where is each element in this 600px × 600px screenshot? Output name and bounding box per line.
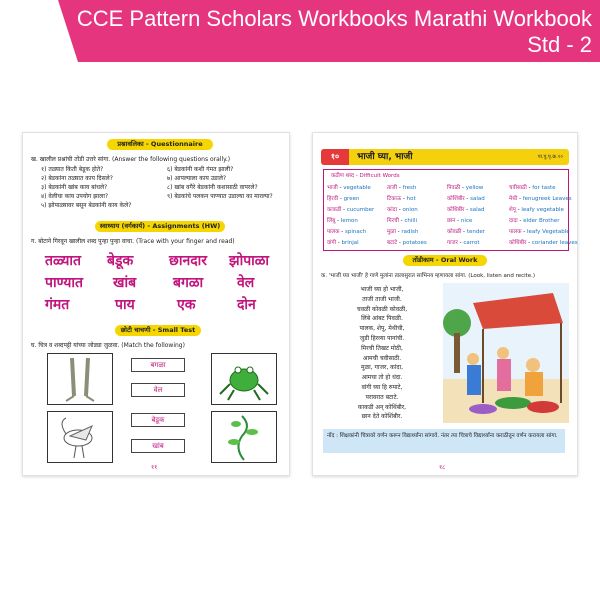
difficult-word-entry: पालक - leafy Vegetable — [509, 229, 570, 235]
difficult-word-marathi: लिंबू — [327, 218, 336, 224]
difficult-word-marathi: पालक — [327, 229, 340, 235]
difficult-word-marathi: कोशिंबीर — [447, 196, 465, 202]
trace-word: छानदार — [169, 253, 207, 269]
difficult-word-marathi: मिरची — [387, 218, 399, 224]
difficult-word-entry: चवीसाठी - for taste — [509, 185, 556, 191]
difficult-word-english: elder Brother — [523, 218, 560, 224]
difficult-word-english: cucumber — [346, 207, 375, 213]
page-number: ११ — [151, 464, 158, 471]
trace-word: बगळा — [173, 275, 204, 291]
difficult-word-english: onion — [402, 207, 418, 213]
difficult-word-marathi: मेथी — [509, 196, 518, 202]
trace-word: एक — [177, 297, 196, 313]
difficult-word-entry: शेपू - leafy vegetable — [509, 207, 564, 213]
poem-line: छान देते कोशिंबीर. — [361, 413, 403, 421]
difficult-word-english: nice — [460, 218, 473, 224]
right-workbook-page — [312, 132, 578, 476]
difficult-word-english: for taste — [532, 185, 556, 191]
teacher-note: नोंद : शिक्षकांनी चित्रावरे वर्णन करून विद्यार्थ्यांना सांगावे. नंतर त्या चित्राचे विद्यार्थ्यांना कराठीतून वर्णन करायला सांगा. — [323, 429, 565, 453]
difficult-word-entry: पालक - spinach — [327, 229, 367, 235]
difficult-word-entry: कांदा - onion — [387, 207, 418, 213]
difficult-word-entry: छान - nice — [447, 218, 473, 224]
match-word: खांब — [131, 439, 185, 453]
vine-icon — [212, 412, 276, 462]
difficult-word-marathi: छान — [447, 218, 456, 224]
lesson-title: भाजी घ्या, भाजी — [357, 152, 413, 162]
poem-line: आमची चवीसाठी. — [362, 354, 402, 362]
difficult-word-english: leafy vegetable — [521, 207, 564, 213]
poem-line: चवळी कोवळी कोवळी, — [356, 305, 408, 313]
picture-box — [211, 353, 277, 405]
difficult-word-entry: कोथिंबीर - coriander leaves — [509, 240, 578, 246]
poem-line: परावरात बटाटे. — [365, 393, 399, 401]
vegetable-market-illustration — [443, 283, 569, 423]
question-8: ८) खांब वगैरे बेडकांनी कशासाठी वापरले? — [167, 184, 258, 191]
difficult-word-english: green — [343, 196, 360, 202]
match-word: वेल — [131, 383, 185, 397]
difficult-word-marathi: मुळा — [387, 229, 396, 235]
page-number: १८ — [439, 464, 446, 471]
lesson-reference: पा.पु.पृ.क्र.१० — [537, 154, 563, 160]
trace-word: खांब — [113, 275, 137, 291]
poem-line: जुडी हिरव्या पानांची. — [359, 335, 405, 342]
difficult-word-entry: दादा - elder Brother — [509, 218, 560, 224]
question-3: ३) बेडकांनी खांब काय बांधले? — [41, 184, 108, 191]
picture-box — [211, 411, 277, 463]
difficult-word-marathi: पालक — [509, 229, 522, 235]
banner-title — [77, 6, 592, 58]
bird-icon — [48, 412, 112, 462]
difficult-word-english: tender — [466, 229, 485, 235]
difficult-word-english: radish — [401, 229, 419, 235]
difficult-word-english: salad — [470, 196, 485, 202]
trace-word: गंमत — [45, 297, 70, 313]
trace-intro: ग. बोटाने गिरवून खालील शब्द पुन्हा पुन्हा वाचा. (Trace with your finger and read) — [31, 238, 235, 245]
trace-word: बेडूक — [107, 253, 134, 269]
difficult-word-marathi: कोथिंबीर — [509, 240, 527, 246]
difficult-word-english: fenugreek Leaves — [522, 196, 572, 202]
difficult-word-marathi: कोवळी — [447, 229, 462, 235]
difficult-word-marathi: वांगी — [327, 240, 337, 246]
difficult-word-marathi: शेपू — [509, 207, 516, 213]
difficult-word-entry: काकडी - cucumber — [327, 207, 375, 213]
crane-legs-icon — [48, 354, 112, 404]
difficult-word-english: hot — [406, 196, 416, 202]
difficult-word-entry: टिकाऊ - hot — [387, 196, 416, 202]
poem-line: ताजी ताजी भाजी. — [362, 295, 402, 303]
difficult-word-english: lemon — [340, 218, 358, 224]
difficult-word-marathi: भाजी — [327, 185, 338, 191]
small-test-heading: छोटी चाचणी - Small Test — [115, 325, 201, 336]
trace-word: तळ्यात — [45, 253, 81, 269]
poem-line: आमचा तो हो धंदा. — [361, 374, 403, 382]
match-word: बगळा — [131, 358, 185, 372]
trace-word: वेल — [237, 275, 255, 291]
difficult-word-entry: हिरवी - green — [327, 196, 360, 202]
oral-work-heading: तोंडीकाम - Oral Work — [403, 255, 487, 266]
difficult-words-title-text: कठीण शब्द - Difficult Words — [331, 173, 400, 179]
match-intro: घ. चित्र व शब्दपट्टी यांच्या जोड्या जुळवा. (Match the following) — [31, 342, 185, 349]
difficult-word-english: carrot — [463, 240, 480, 246]
difficult-word-entry: गाजर - carrot — [447, 240, 480, 246]
difficult-word-entry: लिंबू - lemon — [327, 218, 358, 224]
poem-line: काकडी अन् कोथिंबीर, — [357, 403, 407, 411]
question-4: ४) वेलीचा काय उपयोग झाला? — [41, 193, 109, 200]
difficult-word-marathi: गाजर — [447, 240, 458, 246]
difficult-word-entry: पिवळी - yellow — [447, 185, 484, 191]
difficult-word-marathi: हिरवी — [327, 196, 339, 202]
difficult-word-entry: भाजी - vegetable — [327, 185, 371, 191]
question-7: ७) आपल्याला काय उडाले? — [167, 175, 227, 182]
question-9: ९) बेडकांचे पलकन पाण्यात उडाल्या का मारल्या? — [167, 193, 273, 200]
match-word: बेडूक — [131, 413, 185, 427]
frog-icon — [212, 354, 276, 404]
banner-title-line1: CCE Pattern Scholars Workbooks Marathi Workbook — [76, 6, 592, 31]
poem-line: लिंबे आंबट पिवळी. — [361, 315, 403, 323]
questions-intro: ख. खालील प्रश्नांची तोंडी उत्तरे सांगा. (Answer the following questions orally.) — [31, 156, 231, 163]
difficult-word-entry: कोवळी - tender — [447, 229, 485, 235]
banner-title-line2: Std - 2 — [527, 32, 592, 57]
difficult-words-title — [331, 171, 400, 179]
difficult-word-entry: कोथिंबीर - salad — [447, 207, 485, 213]
lesson-number: १० — [321, 149, 349, 165]
difficult-word-entry: मिरची - chilli — [387, 218, 417, 224]
questionnaire-heading: प्रश्नावलिका - Questionnaire — [107, 139, 213, 150]
difficult-word-marathi: कांदा — [387, 207, 397, 213]
difficult-word-english: coriander leaves — [531, 240, 578, 246]
difficult-word-english: brinjal — [341, 240, 359, 246]
difficult-word-english: yellow — [465, 185, 484, 191]
difficult-word-english: salad — [469, 207, 485, 213]
trace-word: पाण्यात — [45, 275, 83, 291]
oral-intro: क. 'भाजी घ्या भाजी' हे गाणे मुलांना तालासुरात साभिनय म्हणायला सांगा. (Look, listen and recite.) — [321, 273, 536, 279]
difficult-word-entry: वांगी - brinjal — [327, 240, 359, 246]
difficult-word-english: chilli — [404, 218, 417, 224]
difficult-word-english: fresh — [402, 185, 417, 191]
trace-word: झोपाळा — [229, 253, 270, 269]
assignments-heading: स्वाध्याय (वर्गकार्य) - Assignments (HW) — [95, 221, 225, 232]
difficult-word-entry: कोशिंबीर - salad — [447, 196, 485, 202]
trace-word: पाय — [115, 297, 135, 313]
difficult-word-english: potatoes — [402, 240, 427, 246]
difficult-word-marathi: ताजी — [387, 185, 398, 191]
difficult-word-english: spinach — [345, 229, 367, 235]
question-5: ५) झोपाळ्यावर बसून बेडकांनी काय केले? — [41, 202, 132, 209]
left-workbook-page — [22, 132, 290, 476]
picture-box — [47, 353, 113, 405]
poem-line: वांगी घ्या हि रुमाटे, — [361, 384, 403, 391]
lesson-title-bar — [321, 149, 569, 165]
difficult-word-entry: बटाटे - potatoes — [387, 240, 427, 246]
picture-box — [47, 411, 113, 463]
difficult-word-english: vegetable — [343, 185, 371, 191]
difficult-word-marathi: कोथिंबीर — [447, 207, 465, 213]
difficult-word-entry: ताजी - fresh — [387, 185, 417, 191]
difficult-word-marathi: काकडी — [327, 207, 342, 213]
trace-word: दोन — [237, 297, 256, 313]
question-1: १) तळ्यात किती बेडूक होते? — [41, 166, 104, 173]
poem-line: मुळा, गाजर, कांदा, — [361, 364, 403, 372]
question-6: ६) बेडकांनी कशी गंमत झाली? — [167, 166, 234, 173]
question-2: २) बेडकांना तळ्यात काय दिसले? — [41, 175, 113, 182]
difficult-word-marathi: चवीसाठी — [509, 185, 527, 191]
poem-line: मिरची तिखट मोठी, — [361, 344, 403, 352]
difficult-word-marathi: दादा — [509, 218, 518, 224]
difficult-word-english: leafy Vegetable — [527, 229, 570, 235]
difficult-word-marathi: टिकाऊ — [387, 196, 402, 202]
poem-line: भाजी घ्या हो भाजी, — [360, 286, 404, 293]
difficult-word-entry: मुळा - radish — [387, 229, 419, 235]
difficult-word-entry: मेथी - fenugreek Leaves — [509, 196, 572, 202]
difficult-word-marathi: पिवळी — [447, 185, 461, 191]
difficult-word-marathi: बटाटे — [387, 240, 398, 246]
poem-line: पालक, शेपू, मेथीची, — [359, 325, 405, 333]
